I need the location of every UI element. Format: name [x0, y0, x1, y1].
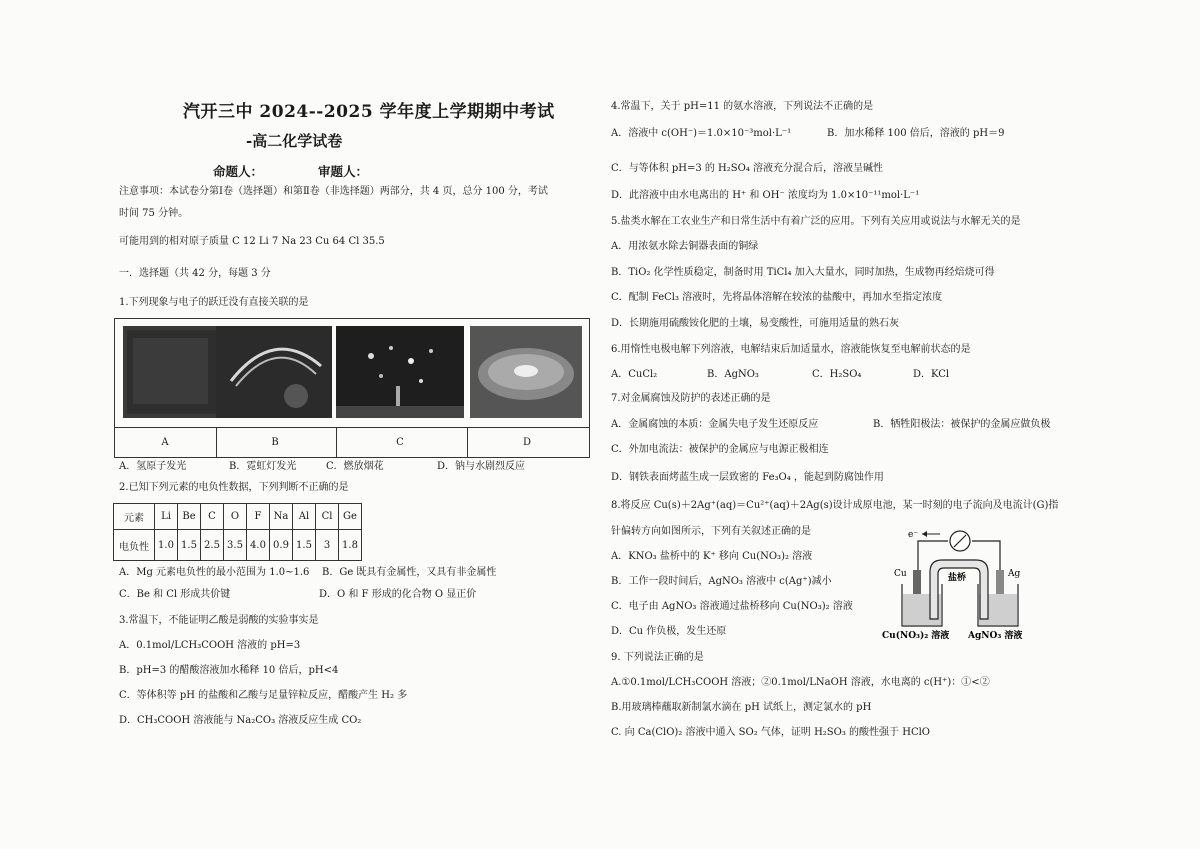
q5-stem: 5.盐类水解在工农业生产和日常生活中有着广泛的应用。下列有关应用或说法与水解无关的是 — [611, 216, 1021, 227]
q1-option-d: D．钠与水剧烈反应 — [437, 461, 526, 472]
q2-option-c: C．Be 和 Cl 形成共价键 — [119, 589, 231, 600]
q5-option-a: A．用浓氨水除去铜器表面的铜绿 — [611, 241, 759, 252]
q8-stem-line-1: 8.将反应 Cu(s)＋2Ag⁺(aq)＝Cu²⁺(aq)＋2Ag(s)设计成原电池，某一时刻的电子流向及电流计(G)指 — [611, 500, 1059, 511]
q9-option-c: C. 向 Ca(ClO)₂ 溶液中通入 SO₂ 气体，证明 H₂SO₃ 的酸性强于 HClO — [611, 727, 930, 738]
q7-option-c: C．外加电流法：被保护的金属应与电源正极相连 — [611, 444, 829, 455]
photo-label-d: D — [522, 437, 532, 448]
q2-option-a: A．Mg 元素电负性的最小范围为 1.0~1.6 — [119, 567, 310, 578]
element-cell: O — [224, 504, 247, 530]
sodium-water-image — [470, 326, 582, 418]
salt-bridge-label: 盐桥 — [948, 573, 967, 583]
left-solution-label: Cu(NO₃)₂ 溶液 — [882, 631, 950, 641]
q1-photo-grid — [114, 318, 590, 458]
electronegativity-table — [113, 503, 362, 561]
element-cell: Cl — [316, 504, 339, 530]
q8-option-d: D．Cu 作负极，发生还原 — [611, 626, 727, 637]
right-solution-label: AgNO₃ 溶液 — [968, 631, 1023, 641]
section-heading: 一．选择题（共 42 分，每题 3 分 — [119, 268, 271, 279]
q7-option-a: A．金属腐蚀的本质：金属失电子发生还原反应 — [611, 419, 819, 430]
table-header-element: 元素 — [114, 504, 155, 530]
q9-option-b: B.用玻璃棒蘸取新制氯水滴在 pH 试纸上，测定氯水的 pH — [611, 702, 872, 713]
element-cell: Al — [293, 504, 316, 530]
q6-option-b: B．AgNO₃ — [707, 369, 759, 380]
exam-subtitle: -高二化学试卷 — [246, 132, 343, 150]
q3-stem: 3.常温下，不能证明乙酸是弱酸的实验事实是 — [119, 615, 319, 626]
q2-option-b: B．Ge 既具有金属性，又具有非金属性 — [322, 567, 497, 578]
q1-option-c: C．燃放烟花 — [326, 461, 384, 472]
value-cell: 0.9 — [270, 530, 293, 561]
element-cell: Be — [178, 504, 201, 530]
q5-option-c: C．配制 FeCl₃ 溶液时，先将晶体溶解在较浓的盐酸中，再加水至指定浓度 — [611, 292, 943, 303]
value-cell: 2.5 — [201, 530, 224, 561]
q5-option-d: D．长期施用硫酸铵化肥的土壤，易变酸性，可施用适量的熟石灰 — [611, 318, 900, 329]
value-cell: 1.5 — [293, 530, 316, 561]
electron-label: e⁻ — [908, 530, 919, 540]
photo-label-c: C — [396, 437, 404, 448]
value-cell: 1.0 — [155, 530, 178, 561]
fireworks-photo — [336, 326, 464, 418]
q2-stem: 2.已知下列元素的电负性数据，下列判断不正确的是 — [119, 482, 349, 493]
value-cell: 4.0 — [247, 530, 270, 561]
q3-option-c: C．等体积等 pH 的盐酸和乙酸与足量锌粒反应，醋酸产生 H₂ 多 — [119, 690, 408, 701]
photo-label-a: A — [161, 437, 169, 448]
element-cell: Ge — [339, 504, 362, 530]
q8-option-b: B．工作一段时间后，AgNO₃ 溶液中 c(Ag⁺)减小 — [611, 576, 832, 587]
notice-line-2: 时间 75 分钟。 — [119, 208, 189, 219]
q3-option-a: A．0.1mol/LCH₃COOH 溶液的 pH=3 — [119, 640, 301, 651]
ag-electrode-label: Ag — [1008, 569, 1021, 579]
arrowhead-icon — [922, 531, 927, 537]
sodium-water-photo — [470, 326, 582, 418]
element-cell: Na — [270, 504, 293, 530]
q7-option-d: D．钢铁表面烤蓝生成一层致密的 Fe₃O₄ ，能起到防腐蚀作用 — [611, 472, 884, 483]
q7-option-b: B．牺牲阳极法：被保护的金属应做负极 — [873, 419, 1051, 430]
reviewer-label: 审题人： — [318, 164, 369, 179]
q8-option-a: A．KNO₃ 盐桥中的 K⁺ 移向 Cu(NO₃)₂ 溶液 — [611, 551, 813, 562]
q7-stem: 7.对金属腐蚀及防护的表述正确的是 — [611, 393, 771, 404]
value-cell: 3 — [316, 530, 339, 561]
q4-option-c: C．与等体积 pH=3 的 H₂SO₄ 溶液充分混合后，溶液呈碱性 — [611, 163, 884, 174]
exam-title: 汽开三中 2024--2025 学年度上学期期中考试 — [183, 102, 555, 122]
q9-stem: 9. 下列说法正确的是 — [611, 652, 704, 663]
q3-option-b: B．pH=3 的醋酸溶液加水稀释 10 倍后，pH<4 — [119, 665, 339, 676]
q5-option-b: B．TiO₂ 化学性质稳定，制备时用 TiCl₄ 加入大量水，同时加热，生成物再经焙烧可得 — [611, 267, 995, 278]
photo-label-b: B — [271, 437, 279, 448]
hydrogen-light-photo — [123, 326, 220, 418]
notice-line-1: 注意事项：本试卷分第Ⅰ卷（选择题）和第Ⅱ卷（非选择题）两部分，共 4 页，总分 100 分，考试 — [119, 186, 548, 197]
q4-stem: 4.常温下，关于 pH=11 的氨水溶液，下列说法不正确的是 — [611, 101, 874, 112]
table-header-electronegativity: 电负性 — [114, 530, 155, 561]
q2-option-d: D．O 和 F 形成的化合物 O 显正价 — [319, 589, 477, 600]
q1-stem: 1.下列现象与电子的跃迁没有直接关联的是 — [119, 297, 309, 308]
value-cell: 1.8 — [339, 530, 362, 561]
q9-option-a: A.①0.1mol/LCH₃COOH 溶液；②0.1mol/LNaOH 溶液，水电离的 c(H⁺)：①<② — [611, 677, 990, 688]
hydrogen-light-image — [123, 326, 220, 418]
neon-light-photo — [216, 326, 332, 418]
value-cell: 1.5 — [178, 530, 201, 561]
q6-option-a: A．CuCl₂ — [611, 369, 658, 380]
cu-electrode-label: Cu — [894, 569, 907, 579]
q3-option-d: D．CH₃COOH 溶液能与 Na₂CO₃ 溶液反应生成 CO₂ — [119, 715, 362, 726]
q8-stem-line-2: 针偏转方向如图所示，下列有关叙述正确的是 — [611, 526, 811, 537]
q1-option-b: B．霓虹灯发光 — [229, 461, 297, 472]
q1-option-a: A．氢原子发光 — [119, 461, 187, 472]
q4-option-a: A．溶液中 c(OH⁻)＝1.0×10⁻³mol·L⁻¹ — [611, 128, 792, 139]
atomic-masses: 可能用到的相对原子质量 C 12 Li 7 Na 23 Cu 64 Cl 35.5 — [119, 236, 385, 247]
author-label: 命题人： — [213, 164, 264, 179]
q8-option-c: C．电子由 AgNO₃ 溶液通过盐桥移向 Cu(NO₃)₂ 溶液 — [611, 601, 853, 612]
galvanic-cell-diagram — [880, 524, 1040, 644]
neon-light-image — [216, 326, 332, 418]
q6-stem: 6.用惰性电极电解下列溶液，电解结束后加适量水，溶液能恢复至电解前状态的是 — [611, 344, 971, 355]
value-cell: 3.5 — [224, 530, 247, 561]
q4-option-b: B．加水稀释 100 倍后，溶液的 pH＝9 — [827, 128, 1005, 139]
element-cell: Li — [155, 504, 178, 530]
element-cell: C — [201, 504, 224, 530]
q4-option-d: D．此溶液中由水电离出的 H⁺ 和 OH⁻ 浓度均为 1.0×10⁻¹¹mol·L⁻¹ — [611, 190, 920, 201]
q6-option-c: C．H₂SO₄ — [812, 369, 862, 380]
element-cell: F — [247, 504, 270, 530]
fireworks-image — [336, 326, 464, 418]
q6-option-d: D．KCl — [913, 369, 950, 380]
